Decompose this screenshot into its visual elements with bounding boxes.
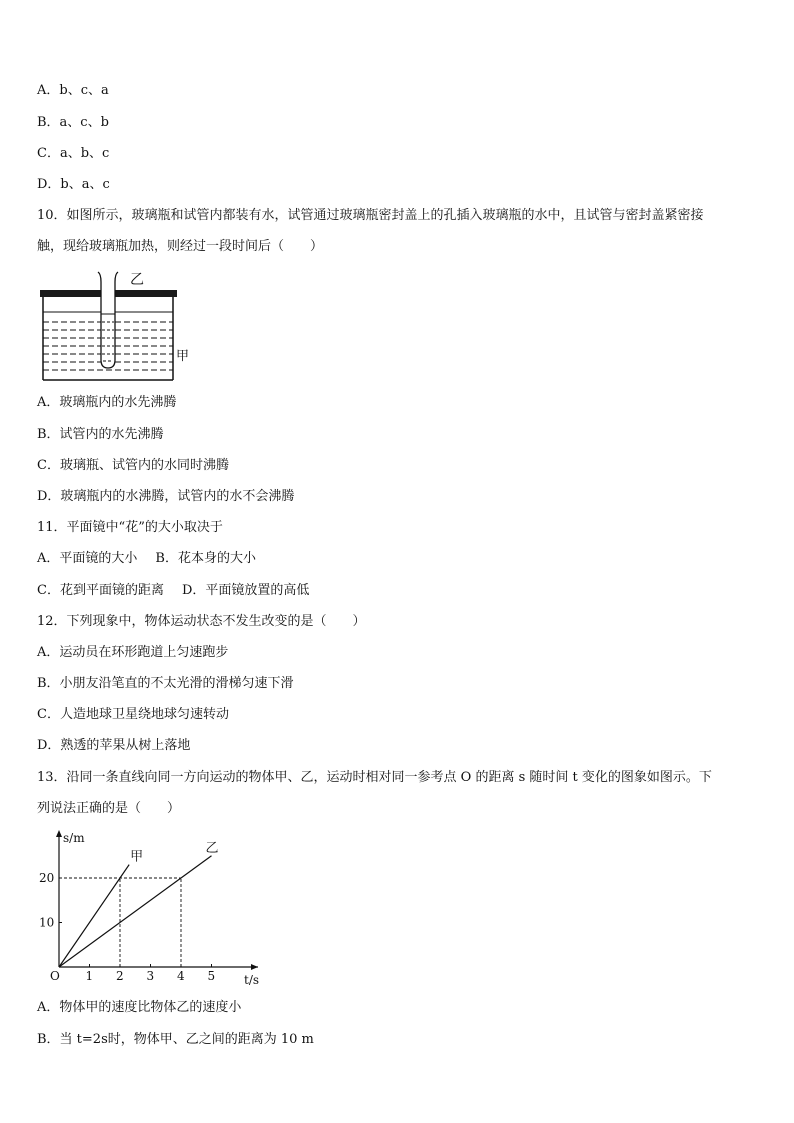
q9-option-a: A．b、c、a (37, 83, 109, 98)
q9-option-d: D．b、a、c (37, 177, 110, 192)
series-label-yi: 乙 (205, 840, 219, 856)
q13-chart (36, 826, 266, 994)
q9-option-b: B．a、c、b (37, 115, 109, 130)
series-label-jia: 甲 (130, 849, 144, 865)
x-tick-label-2: 2 (116, 969, 124, 983)
label-bottle: 甲 (176, 349, 190, 364)
label-tube: 乙 (130, 272, 144, 288)
q11-option-b: B．花本身的大小 (155, 551, 256, 566)
y-axis-label: s/m (63, 831, 85, 845)
series-line-jia (59, 865, 129, 967)
q10-option-c: C．玻璃瓶、试管内的水同时沸腾 (37, 458, 229, 473)
x-tick-label-5: 5 (207, 969, 216, 983)
q9-option-c: C．a、b、c (37, 146, 110, 161)
q10-stem-line2: 触，现给玻璃瓶加热，则经过一段时间后（ ） (37, 239, 324, 254)
q13-stem-line1: 13．沿同一条直线向同一方向运动的物体甲、乙，运动时相对同一参考点 O 的距离 s 随时间 t 变化的图象如图示。下 (37, 770, 712, 785)
q10-stem-line1: 10．如图所示，玻璃瓶和试管内都装有水，试管通过玻璃瓶密封盖上的孔插入玻璃瓶的水中，且试管与密封盖紧密接 (37, 208, 704, 223)
x-tick-label-1: 1 (85, 969, 94, 983)
q11-options-row2 (37, 582, 309, 600)
x-axis-label: t/s (244, 973, 260, 987)
q10-figure (38, 268, 198, 388)
q11-option-d: D．平面镜放置的高低 (181, 583, 310, 598)
q10-option-b: B．试管内的水先沸腾 (37, 427, 164, 442)
q11-option-c: C．花到平面镜的距离 (37, 583, 164, 598)
x-axis-arrow (251, 964, 258, 970)
q11-options-row1 (37, 550, 256, 568)
q12-option-a: A．运动员在环形跑道上匀速跑步 (37, 645, 229, 660)
q12-option-c: C．人造地球卫星绕地球匀速转动 (37, 707, 229, 722)
series-line-yi (59, 856, 212, 967)
origin-label: O (50, 969, 60, 983)
q12-option-b: B．小朋友沿笔直的不太光滑的滑梯匀速下滑 (37, 676, 294, 691)
q12-option-d: D．熟透的苹果从树上落地 (37, 738, 191, 753)
y-tick-label-10: 10 (39, 915, 55, 930)
x-tick-label-4: 4 (177, 969, 185, 983)
q12-stem: 12．下列现象中，物体运动状态不发生改变的是（ ） (37, 614, 366, 629)
q11-option-a: A．平面镜的大小 (37, 551, 138, 566)
y-axis-arrow (56, 830, 62, 837)
q11-stem: 11．平面镜中“花”的大小取决于 (37, 520, 223, 535)
q13-option-b: B．当 t=2s时，物体甲、乙之间的距离为 10 m (37, 1032, 314, 1047)
q10-option-a: A．玻璃瓶内的水先沸腾 (37, 395, 177, 410)
x-tick-label-3: 3 (146, 969, 155, 983)
q13-option-a: A．物体甲的速度比物体乙的速度小 (37, 1000, 242, 1015)
q13-stem-line2: 列说法正确的是（ ） (37, 801, 181, 816)
y-tick-label-20: 20 (39, 871, 55, 885)
q10-option-d: D．玻璃瓶内的水沸腾，试管内的水不会沸腾 (37, 489, 295, 504)
